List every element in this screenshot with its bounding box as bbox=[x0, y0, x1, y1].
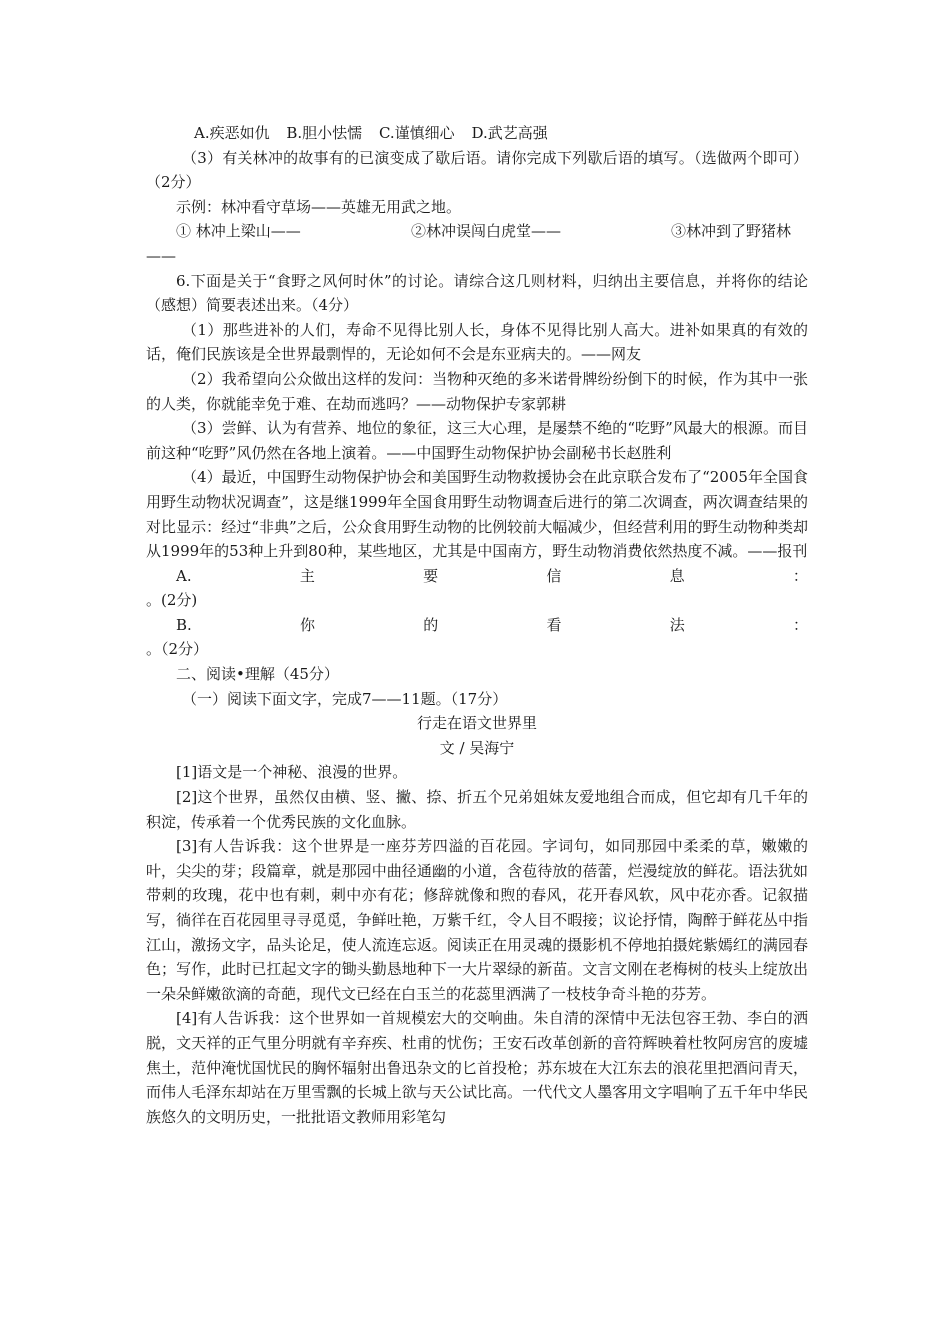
q6-a-colon: ： bbox=[792, 566, 808, 585]
q6-material-3: （3）尝鲜、认为有营养、地位的象征，这三大心理，是屡禁不绝的“吃野”风最大的根源。而目前这种“吃野”风仍然在各地上演着。——中国野生动物保护协会副秘书长赵胜利 bbox=[146, 419, 808, 462]
q6-a-char: 信 bbox=[546, 566, 562, 585]
q6-material-1: （1）那些进补的人们，寿命不见得比别人长，身体不见得比别人高大。进补如果真的有效的话，俺们民族该是全世界最剽悍的，无论如何不会是东亚病夫的。——网友 bbox=[146, 320, 808, 364]
article-paragraph-1: [1]语文是一个神秘、浪漫的世界。 bbox=[176, 763, 408, 782]
q5-3-items bbox=[146, 219, 808, 244]
q6-a-char: 息 bbox=[669, 566, 685, 585]
q5-option-d: D.武艺高强 bbox=[471, 124, 548, 142]
q6-a-char: 要 bbox=[423, 566, 439, 585]
section-subheading: （一）阅读下面文字，完成7——11题。（17分） bbox=[182, 689, 508, 708]
q6-b-char: 看 bbox=[546, 615, 562, 634]
article-paragraph-4: [4]有人告诉我：这个世界如一首规模宏大的交响曲。朱自清的深情中无法包容王勃、李白的洒脱，文天祥的正气里分明就有辛弃疾、杜甫的忧伤；王安石改革创新的音符辉映着杜牧阿房宫的废墟焦土，范仲淹忧国忧民的胸怀辐射出鲁迅杂文的匕首投枪；苏东坡在大江东去的浪花里把酒问青天，而伟人毛泽东却站在万里雪飘的长城上欲与天公试比高。一代代文人墨客用文字唱响了五千年中华民族悠久的文明历史，一批批语文教师用彩笔勾 bbox=[146, 1009, 808, 1126]
q6-answer-b-line bbox=[146, 613, 808, 638]
q5-3-prompt: （3）有关林冲的故事有的已演变成了歇后语。请你完成下列歇后语的填写。（选做两个即可）（2分） bbox=[146, 148, 808, 192]
q6-a-char: 主 bbox=[299, 566, 315, 585]
document-body bbox=[146, 121, 808, 1129]
q5-3-item-1: ① 林冲上梁山—— bbox=[176, 222, 301, 241]
q6-material-2: （2）我希望向公众做出这样的发问：当物种灭绝的多米诺骨牌纷纷倒下的时候，作为其中一张的人类，你就能幸免于难、在劫而逃吗？——动物保护专家郭耕 bbox=[146, 369, 808, 413]
q6-b-char: 你 bbox=[300, 615, 316, 634]
q6-b-char: 的 bbox=[423, 615, 439, 634]
q6-answer-b-tail: 。（2分） bbox=[146, 640, 209, 659]
q5-3-tail: —— bbox=[146, 246, 176, 265]
q6-material-4: （4）最近，中国野生动物保护协会和美国野生动物救援协会在此京联合发布了“2005年全国食用野生动物状况调查”，这是继1999年全国食用野生动物调查后进行的第二次调查，两次调查结果的对比显示：经过“非典”之后，公众食用野生动物的比例较前大幅减少，但经营利用的野生动物种类却从1999年的53种上升到80种，某些地区，尤其是中国南方，野生动物消费依然热度不减。——报刊 bbox=[146, 468, 808, 561]
q5-3-item-2: ②林冲误闯白虎堂—— bbox=[411, 222, 562, 241]
q5-3-example: 示例：林冲看守草场——英雄无用武之地。 bbox=[176, 197, 462, 216]
q5-options bbox=[146, 121, 808, 146]
section-heading: 二、阅读•理解（45分） bbox=[176, 665, 339, 684]
article-paragraph-3: [3]有人告诉我：这个世界是一座芬芳四溢的百花园。字词句，如同那园中柔柔的草，嫩嫩的叶，尖尖的芽；段篇章，就是那园中曲径通幽的小道，含苞待放的蓓蕾，烂漫绽放的鲜花。语法犹如带刺的玫瑰，花中也有刺，刺中亦有花；修辞就像和煦的春风，花开春风软，风中花亦香。记叙描写，徜徉在百花园里寻寻觅觅，争鲜吐艳，万紫千红，令人目不暇接；议论抒情，陶醉于鲜花丛中指江山，激扬文字，品头论足，使人流连忘返。阅读正在用灵魂的摄影机不停地拍摄姹紫嫣红的满园春色；写作，此时已扛起文字的锄头勤恳地种下一大片翠绿的新苗。文言文刚在老梅树的枝头上绽放出一朵朵鲜嫩欲滴的奇葩，现代文已经在白玉兰的花蕊里洒满了一枝枝争奇斗艳的芬芳。 bbox=[146, 837, 808, 1003]
q6-b-label: B. bbox=[176, 615, 192, 634]
q5-option-a: A.疾恶如仇 bbox=[194, 124, 270, 142]
q6-a-label: A. bbox=[176, 566, 192, 585]
q6-b-char: 法 bbox=[669, 615, 685, 634]
article-author: 文 / 吴海宁 bbox=[439, 738, 515, 757]
article-title: 行走在语文世界里 bbox=[416, 714, 537, 733]
q5-option-b: B.胆小怯懦 bbox=[286, 124, 363, 142]
q5-3-item-3: ③林冲到了野猪林 bbox=[671, 222, 792, 241]
q6-prompt: 6.下面是关于“食野之风何时休”的讨论。请综合这几则材料，归纳出主要信息，并将你的结论（感想）简要表述出来。（4分） bbox=[146, 271, 808, 315]
q6-answer-a-tail: 。(2分) bbox=[146, 591, 198, 610]
q5-option-c: C.谨慎细心 bbox=[378, 124, 455, 142]
q6-b-colon: ： bbox=[792, 615, 808, 634]
q6-answer-a-line bbox=[146, 564, 808, 589]
article-paragraph-2: [2]这个世界，虽然仅由横、竖、撇、捺、折五个兄弟姐妹友爱地组合而成，但它却有几千年的积淀，传承着一个优秀民族的文化血脉。 bbox=[146, 788, 808, 831]
